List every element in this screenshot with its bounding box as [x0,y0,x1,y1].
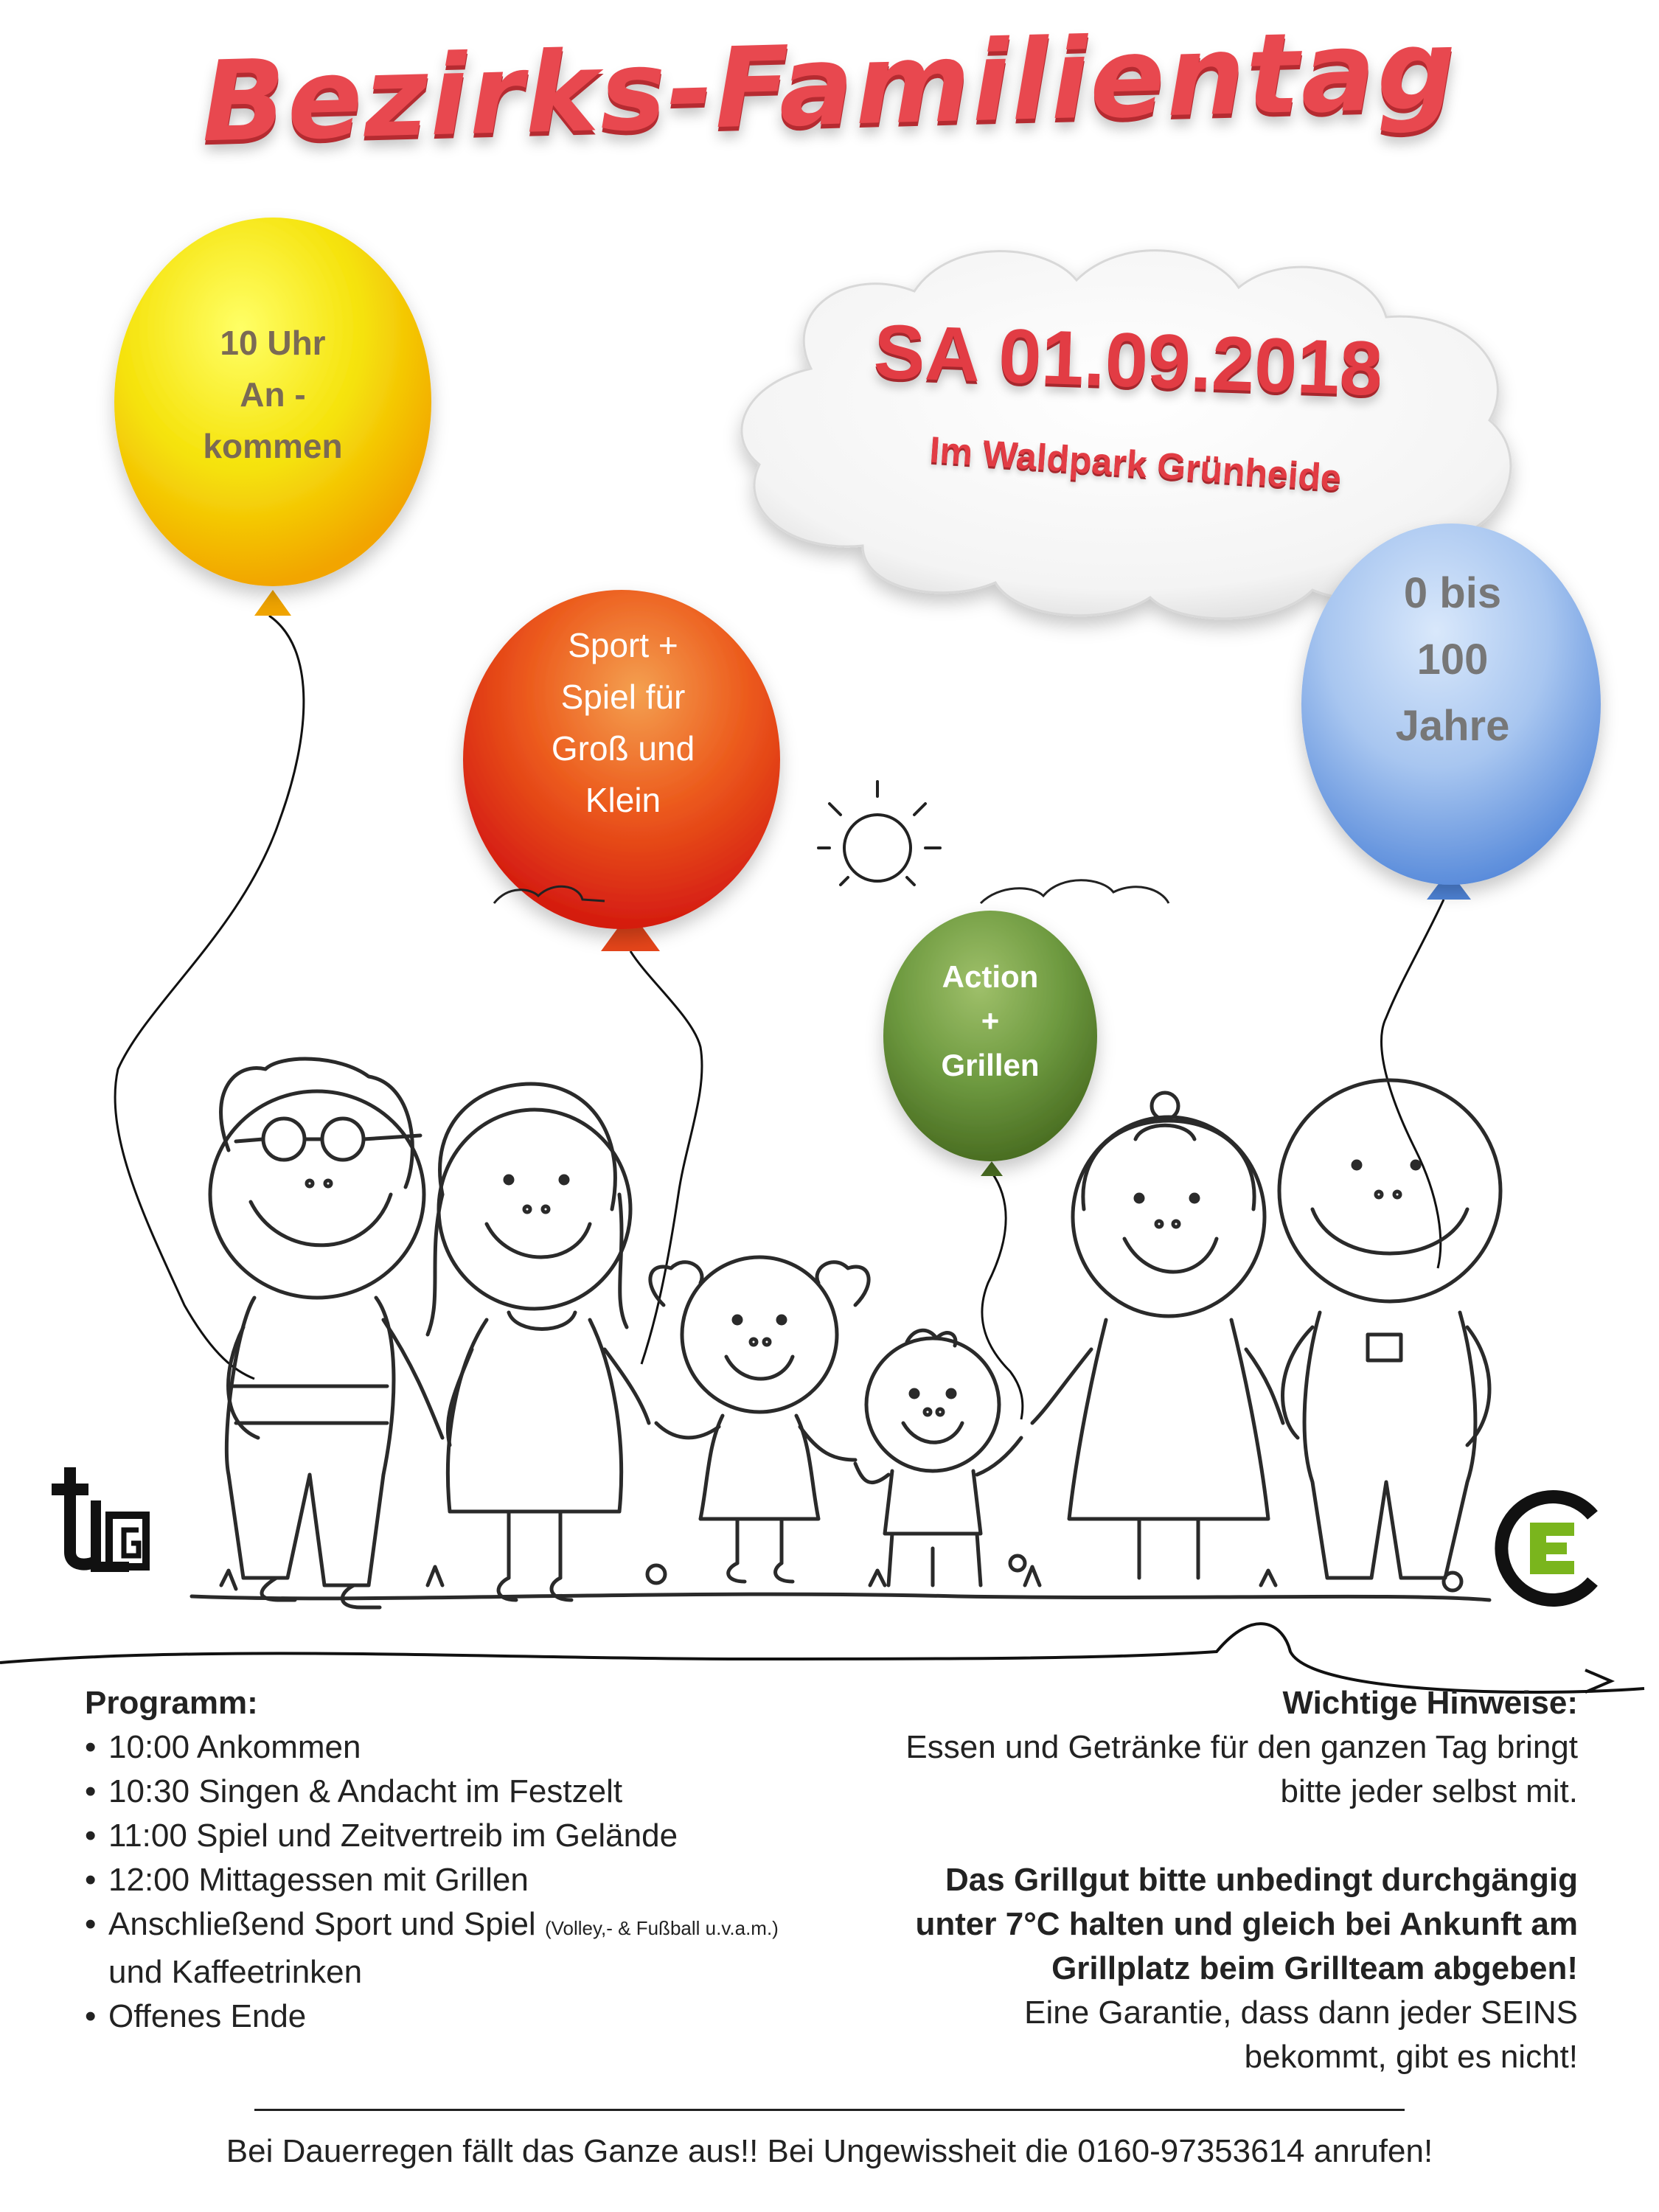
balloon-line: An - [240,375,306,414]
notes-bold-line: Das Grillgut bitte unbedingt durchgängig [945,1862,1578,1898]
family-sketch [192,1059,1500,1607]
balloon-line: Klein [585,781,661,819]
sun-icon [818,782,940,885]
program-item-text: und Kaffeetrinken [108,1954,363,1990]
blue-balloon-text [1338,560,1567,759]
program-item: • Anschließend Sport und Spiel (Volley,- & Fußball u.v.a.m.) und Kaffeetrinken [85,1906,779,1990]
notes-line: bekommt, gibt es nicht! [1244,2039,1578,2075]
notes-bold-line: unter 7°C halten und gleich bei Ankunft am [915,1906,1578,1942]
program-item-text: 10:30 Singen & Andacht im Festzelt [108,1773,623,1809]
footer-text: Bei Dauerregen fällt das Ganze aus!! Bei Ungewissheit die 0160-97353614 anrufen! [226,2133,1433,2169]
program-item: • Offenes Ende [85,1994,896,2039]
balloon-line: kommen [203,427,343,465]
page-title: Bezirks-Familientag [200,5,1459,167]
program-item-note: (Volley,- & Fußball u.v.a.m.) [544,1917,779,1939]
notes-heading: Wichtige Hinweise: [1282,1685,1578,1721]
program-heading: Programm: [85,1685,258,1721]
tlg-logo [44,1456,155,1604]
footer-divider [254,2109,1405,2111]
balloon-line: 10 Uhr [220,324,326,362]
program-item-text: 10:00 Ankommen [108,1729,361,1765]
event-location: Im Waldpark Grünheide [928,428,1343,499]
red-balloon-text [501,612,745,833]
balloon-line: Sport + [568,626,678,664]
notes-bold-line: Grillplatz beim Grillteam abgeben! [1051,1950,1578,1986]
program-item: • 10:30 Singen & Andacht im Festzelt [85,1770,896,1814]
balloon-line: Spiel für [560,678,686,716]
event-date: SA 01.09.2018 [872,308,1384,413]
notes-line: bitte jeder selbst mit. [1280,1773,1578,1809]
green-balloon-text [902,947,1079,1095]
notes-line: Eine Garantie, dass dann jeder SEINS [1024,1994,1578,2031]
balloon-line: Groß und [551,729,695,768]
notes-section [848,1681,1578,2079]
program-item: • 11:00 Spiel und Zeitvertreib im Gelände [85,1814,896,1858]
program-item-text: 11:00 Spiel und Zeitvertreib im Gelände [108,1818,678,1854]
program-section [85,1681,896,2039]
program-item: • 10:00 Ankommen [85,1725,896,1770]
balloon-line: Action [942,959,1039,994]
program-item: • 12:00 Mittagessen mit Grillen [85,1858,896,1902]
notes-line: Essen und Getränke für den ganzen Tag bringt [905,1729,1578,1765]
program-item-text: Anschließend Sport und Spiel [108,1906,536,1942]
balloon-line: 100 [1416,636,1489,684]
program-item-text: 12:00 Mittagessen mit Grillen [108,1862,529,1898]
balloon-line: + [981,1004,1000,1038]
program-item-text: Offenes Ende [108,1998,307,2034]
ec-logo [1489,1482,1615,1622]
balloon-line: 0 bis [1403,569,1502,617]
balloon-line: Jahre [1395,702,1510,750]
balloon-line: Grillen [941,1048,1040,1082]
yellow-balloon-text [151,288,394,501]
